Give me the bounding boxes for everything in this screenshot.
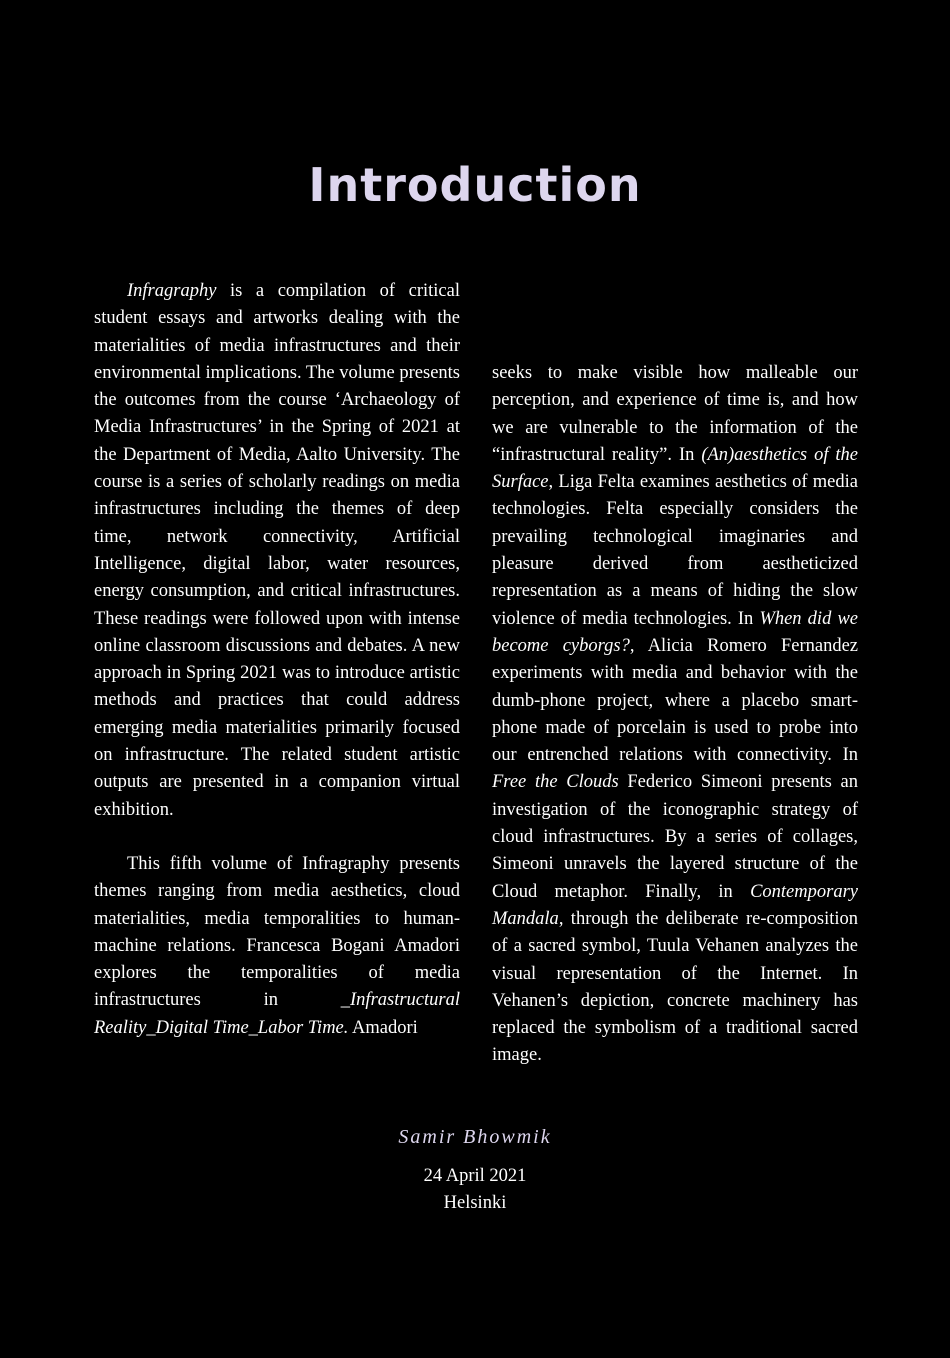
italic-work-title: When did we become cyborgs? — [492, 608, 858, 656]
paragraph-intro — [94, 278, 460, 824]
paragraph-text: , through the deliberate re-composition of a sacred symbol, Tuula Vehanen analyzes the visual representation of the Internet. In Vehanen’s depiction, concrete machinery has replaced the symbolism of a traditional sacred image. — [492, 908, 858, 1066]
paragraph-text: is a compilation of critical student essays and artworks dealing with the materialities of media infrastructures and their environmental implications. The volume presents the outcomes from the course ‘Archaeology of Media Infrastructures’ in the Spring of 2021 at the Department of Media, Aalto University. The course is a series of scholarly readings on media infrastructures including the themes of deep time, network connectivity, Artificial Intelligence, digital labor, water resources, energy consumption, and critical infrastructures. These readings were followed upon with intense online classroom discussions and debates. A new approach in Spring 2021 was to introduce artistic methods and practices that could address emerging media materialities primarily focused on infrastructure. The related student artistic outputs are presented in a companion virtual exhibition. — [94, 281, 460, 820]
paragraph-text: This fifth volume of Infragraphy presents themes ranging from media aesthetics, cloud materialities, media temporalities to human-machine relations. Francesca Bogani Amadori explores the temporalities of media infrastructures in — [94, 853, 460, 1011]
paragraph-text: , Alicia Romero Fernandez experiments with media and behavior with the dumb-phone project, where a placebo smart-phone made of porcelain is used to probe into our entrenched relations with connectivity. In — [492, 635, 858, 766]
italic-title-infragraphy: Infragraphy — [127, 281, 217, 301]
italic-work-title: _Infrastructural Reality_Digital Time_Labor Time. — [94, 990, 460, 1038]
paragraph-fifth-volume — [94, 851, 460, 1042]
italic-work-title: (An)aesthetics of the Surface — [492, 444, 858, 493]
author-name: Samir Bhowmik — [398, 1126, 552, 1148]
paragraph-continued — [492, 360, 858, 1070]
page-title: Introduction — [308, 158, 642, 212]
right-column — [492, 360, 858, 1070]
italic-work-title: Free the Clouds — [492, 772, 619, 793]
signature-date: 24 April 2021 — [423, 1166, 527, 1186]
left-column — [94, 278, 460, 1042]
paragraph-text: seeks to make visible how malleable our perception, and experience of time is, and how we are vulnerable to the information of the “infrastructural reality”. In — [492, 363, 858, 465]
signature-place: Helsinki — [443, 1193, 507, 1213]
paragraph-text: , Liga Felta examines aesthetics of media technologies. Felta especially considers the prevailing technological imaginaries and pleasure derived from aestheticized representation as a means of hiding the slow violence of media technologies. In — [492, 472, 858, 629]
paragraph-text: Amadori — [348, 1017, 418, 1038]
paragraph-text: Federico Simeoni presents an investigation of the iconographic strategy of cloud infrastructures. By a series of collages, Simeoni unravels the layered structure of the Cloud metaphor. Finally, in — [492, 772, 858, 902]
italic-work-title: Contemporary Mandala — [492, 881, 858, 929]
